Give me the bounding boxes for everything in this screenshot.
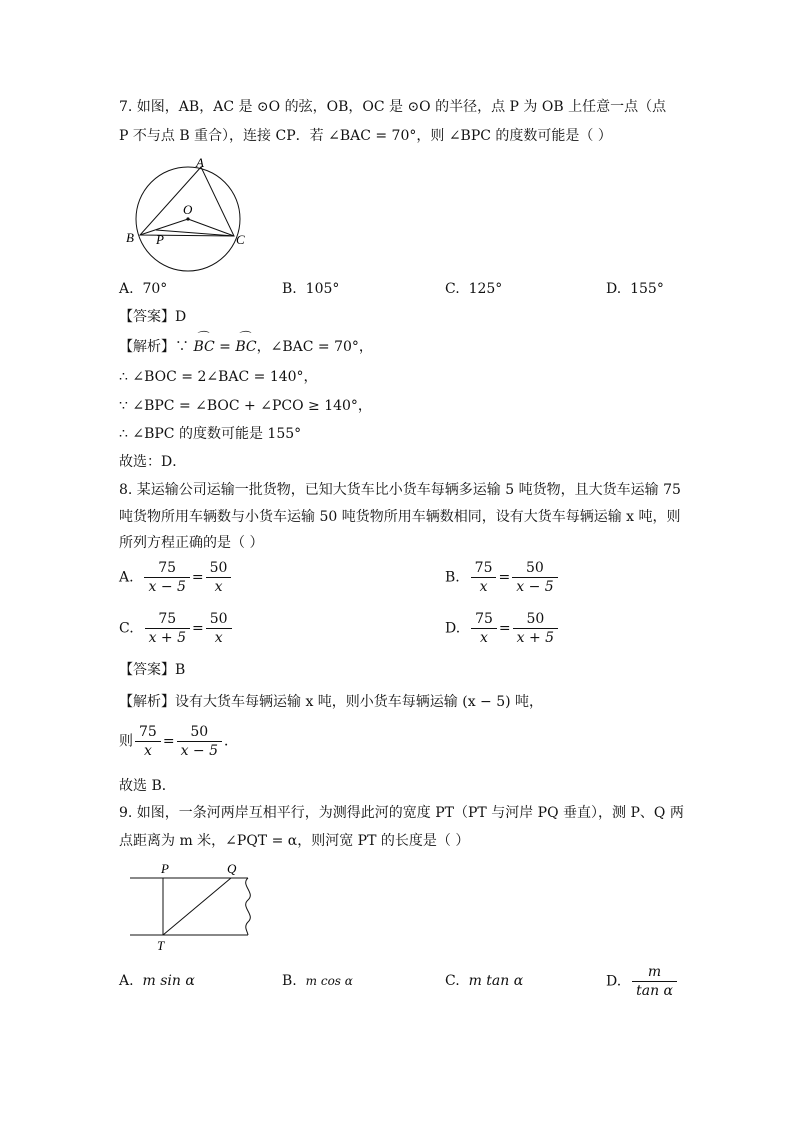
q9-stem-line2: 点距离为 m 米，∠PQT = α，则河宽 PT 的长度是（ ）	[119, 833, 470, 849]
q7-option-a: A. 70°	[119, 281, 168, 297]
q9-segment-tq	[163, 878, 231, 935]
q8-stem-line1: 8. 某运输公司运输一批货物，已知大货车比小货车每辆多运输 5 吨货物，且大货车运输 75	[119, 482, 681, 498]
q7-option-c: C. 125°	[445, 281, 503, 297]
q7-circle-figure	[118, 152, 258, 277]
q8-answer: 【答案】B	[119, 662, 186, 678]
q7-analysis-line3: ∵ ∠BPC = ∠BOC + ∠PCO ≥ 140°，	[119, 398, 372, 414]
q7-option-b: B. 105°	[282, 281, 340, 297]
q8-equation: 则 $\frac{75}{x}$ = $\frac{50}{x - 5}$ ．	[119, 724, 238, 759]
q9-break-line	[246, 878, 251, 935]
q7-stem-line2: P 不与点 B 重合），连接 CP．若 ∠BAC = 70°，则 ∠BPC 的度数可能是（ ）	[119, 128, 612, 144]
q7-label-a: A	[196, 155, 204, 170]
q8-option-c: C. $\frac{75}{x + 5}$ = $\frac{50}{x}$	[119, 611, 234, 646]
q7-analysis-line1: 【解析】∵ ⌒ BC = ⌒ BC，∠BAC = 70°，	[119, 337, 373, 357]
q9-option-b: B. m cos α	[282, 973, 353, 989]
q7-analysis-line4: ∴ ∠BPC 的度数可能是 155°	[119, 426, 302, 442]
q7-answer: 【答案】D	[119, 309, 187, 325]
q7-option-d: D. 155°	[606, 281, 664, 297]
q9-river-figure	[125, 860, 265, 955]
q7-analysis-line2: ∴ ∠BOC = 2∠BAC = 140°，	[119, 369, 318, 385]
q7-label-o: O	[183, 202, 193, 217]
q7-choose: 故选：D．	[119, 454, 187, 470]
q9-option-c: C. m tan α	[445, 973, 524, 989]
q8-choose: 故选 B．	[119, 778, 176, 794]
q7-label-p: P	[156, 232, 164, 247]
q7-label-b: B	[126, 230, 134, 245]
q8-analysis: 【解析】设有大货车每辆运输 x 吨，则小货车每辆运输 (x − 5) 吨，	[119, 694, 544, 710]
q8-option-a: A. $\frac{75}{x - 5}$ = $\frac{50}{x}$	[119, 560, 233, 595]
q8-option-d: D. $\frac{75}{x}$ = $\frac{50}{x + 5}$	[445, 611, 560, 646]
q9-label-q: Q	[227, 861, 237, 876]
q8-stem-line2: 吨货物所用车辆数与小货车运输 50 吨货物所用车辆数相同，设有大货车每辆运输 x 吨，则	[119, 509, 681, 525]
q9-label-t: T	[157, 938, 165, 953]
q8-stem-line3: 所列方程正确的是（ ）	[119, 535, 264, 551]
q7-label-c: C	[236, 232, 245, 247]
q9-option-d: D. $\frac{m}{\text{tan α}}$	[606, 964, 679, 999]
q9-label-p: P	[161, 861, 169, 876]
q8-option-b: B. $\frac{75}{x}$ = $\frac{50}{x - 5}$	[445, 560, 560, 595]
q9-stem-line1: 9. 如图，一条河两岸互相平行，为测得此河的宽度 PT（PT 与河岸 PQ 垂直），测 P、Q 两	[119, 805, 684, 821]
q7-center-dot	[186, 217, 189, 220]
q9-option-a: A. m sin α	[119, 973, 195, 989]
q7-stem-line1: 7. 如图，AB，AC 是 ⊙O 的弦，OB，OC 是 ⊙O 的半径，点 P 为 OB 上任意一点（点	[119, 99, 667, 115]
